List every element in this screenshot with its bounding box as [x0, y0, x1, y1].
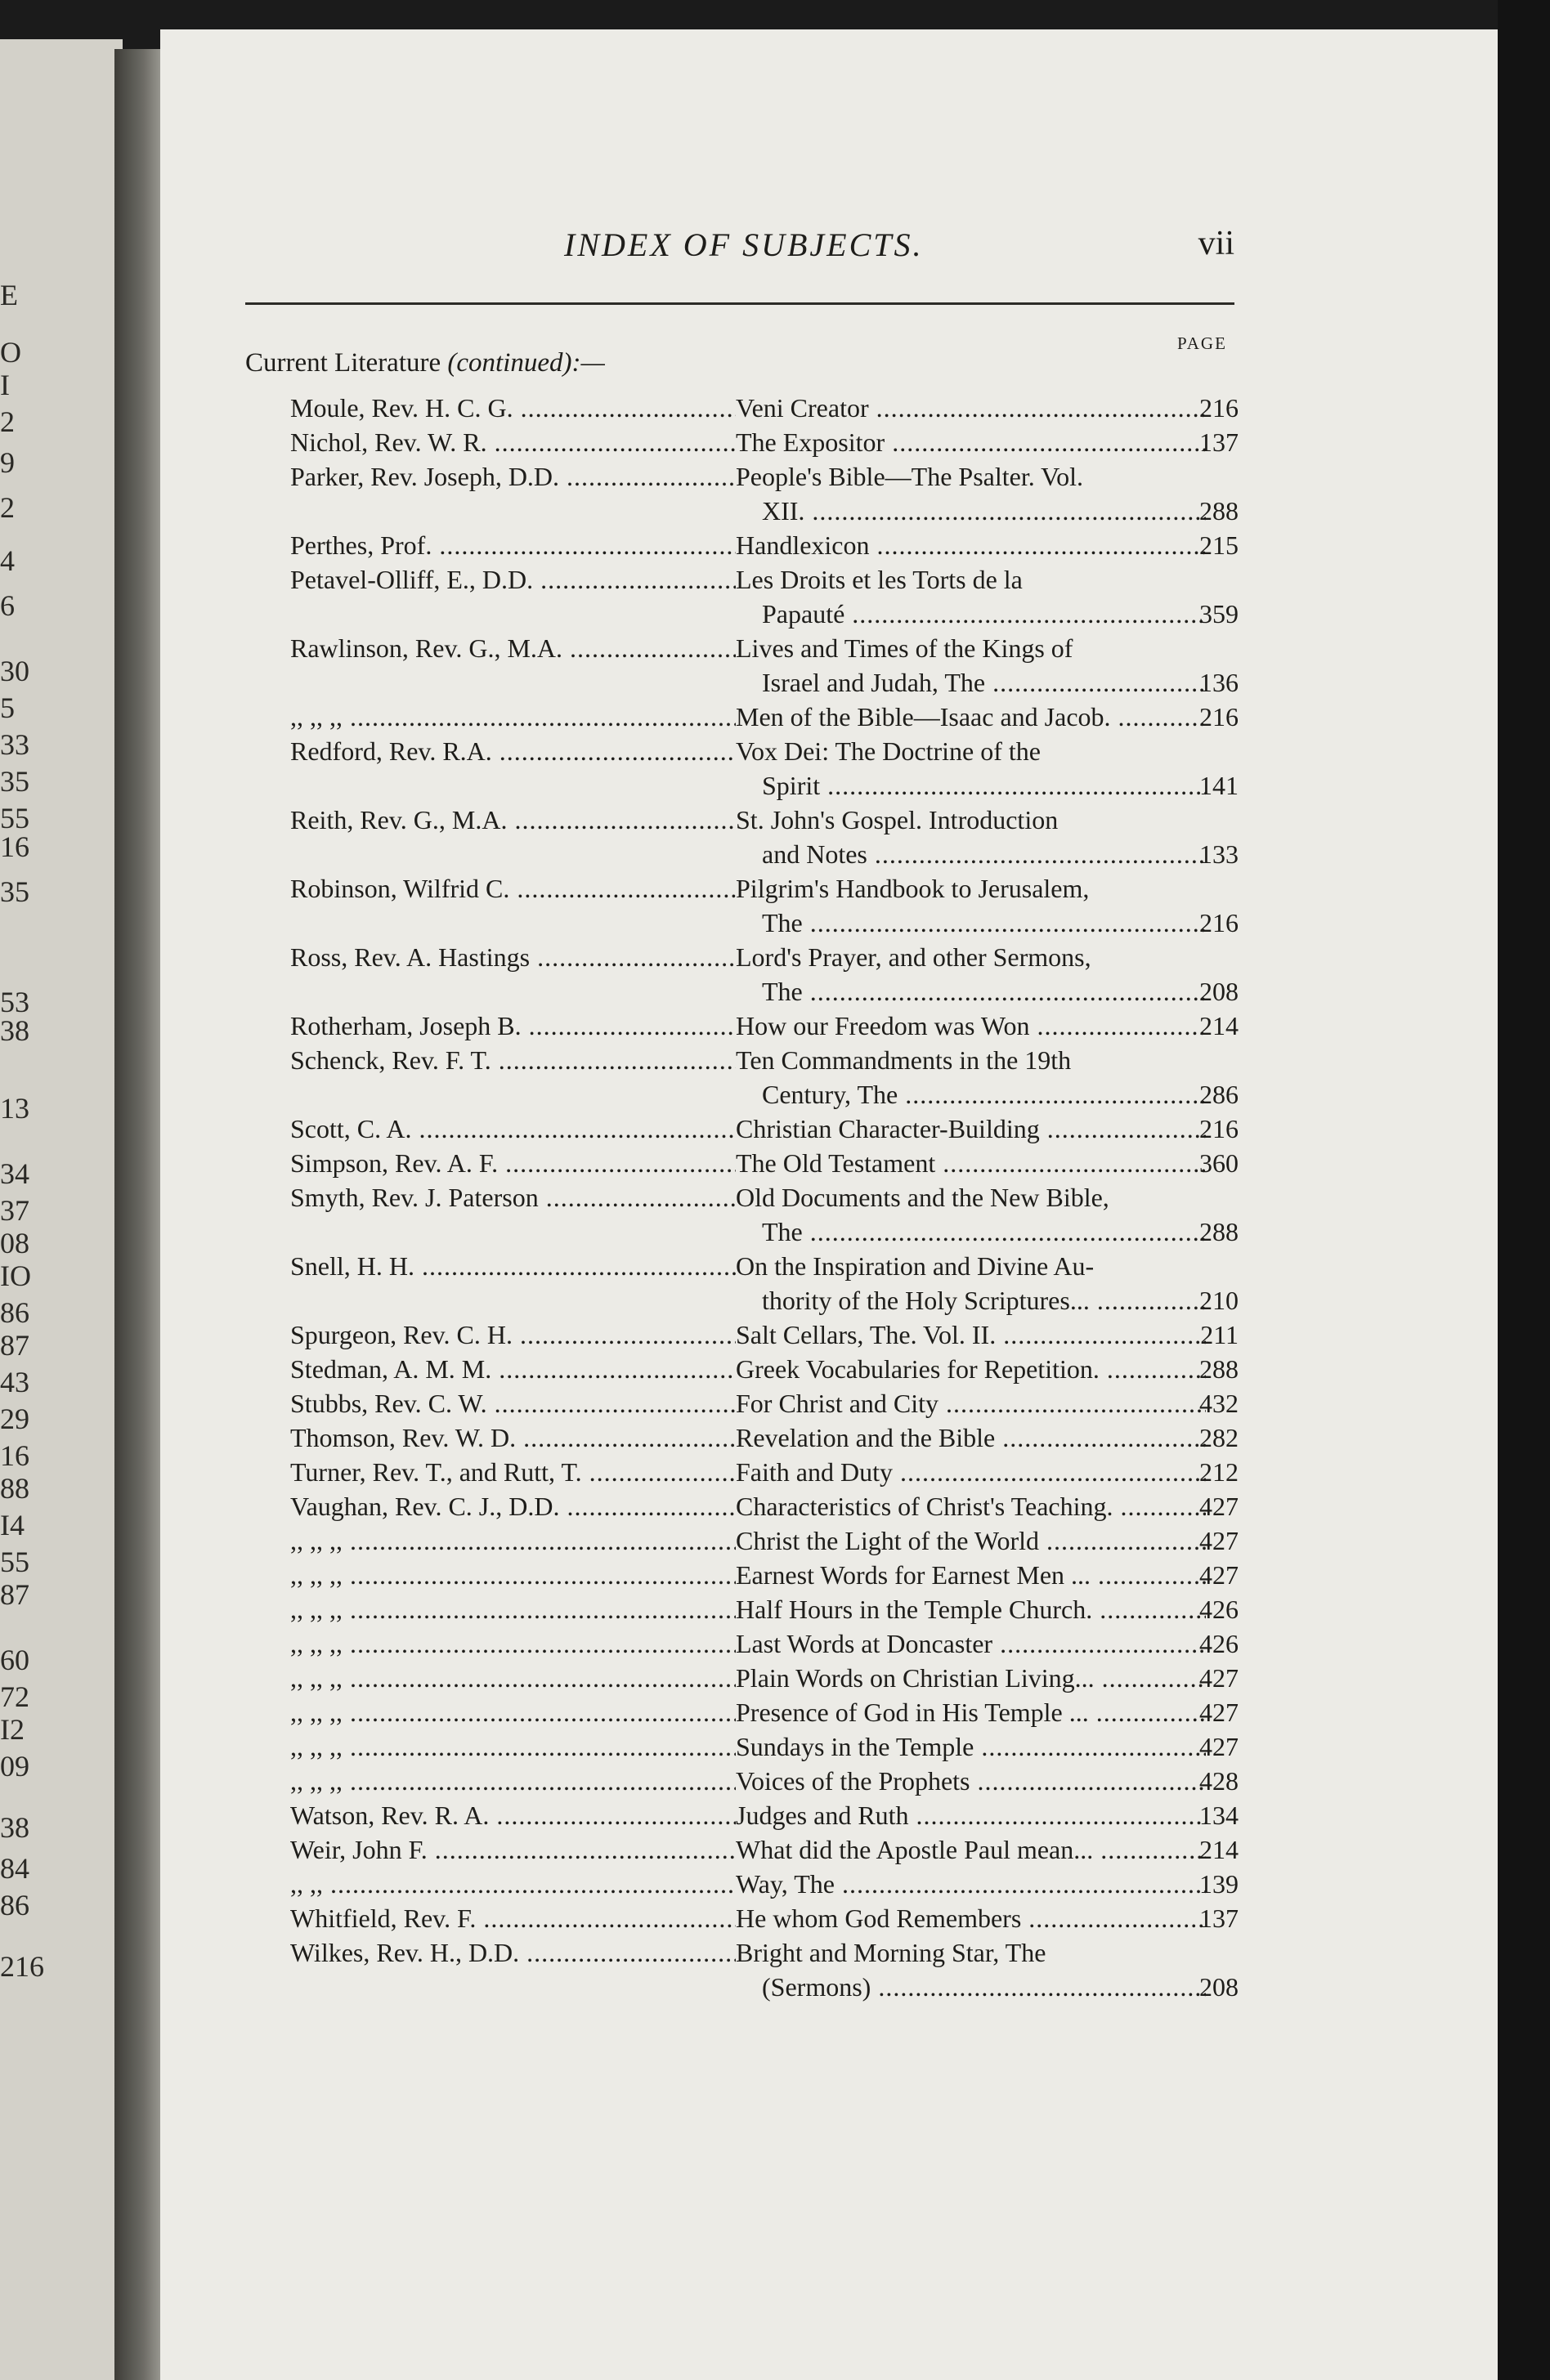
entry-line — [290, 1420, 1239, 1455]
entry-line — [290, 1043, 1239, 1077]
entry-page-number: 208 — [1199, 1972, 1239, 2002]
section-qualifier: (continued):— — [447, 348, 605, 378]
entry-line — [290, 1180, 1239, 1215]
facing-page-number-fragment: 43 — [0, 1366, 29, 1398]
facing-page-number-fragment: 55 — [0, 1546, 29, 1578]
entry-line — [290, 1352, 1239, 1386]
entry-line — [290, 1249, 1239, 1283]
entry-author: ,, ,, ..... — [290, 1867, 736, 1901]
entry-author: Robinson, Wilfrid C. ..... — [290, 871, 736, 906]
facing-page-number-fragment: 5 — [0, 691, 15, 724]
index-entry — [290, 562, 1239, 631]
entry-title: Way, The ..... — [736, 1867, 1206, 1901]
book-gutter — [114, 49, 162, 2380]
entry-page-number: 427 — [1199, 1492, 1239, 1521]
index-entry — [290, 1695, 1239, 1729]
entry-title: and Notes ..... — [762, 837, 1206, 871]
entry-title: Judges and Ruth ..... — [736, 1798, 1206, 1832]
entry-page-number: 141 — [1199, 771, 1239, 800]
entry-line — [290, 1112, 1239, 1146]
index-entry — [290, 1455, 1239, 1489]
index-entry — [290, 425, 1239, 459]
entry-line — [290, 665, 1239, 700]
entry-author: Moule, Rev. H. C. G. ..... — [290, 391, 736, 425]
entry-author: ,, ,, ,, ..... — [290, 1626, 736, 1661]
entry-author: Ross, Rev. A. Hastings ..... — [290, 940, 736, 974]
entry-line — [290, 494, 1239, 528]
entry-title: Century, The ..... — [762, 1077, 1206, 1112]
facing-page-number-fragment: 55 — [0, 802, 29, 834]
entry-title: The ..... — [762, 906, 1206, 940]
entry-page-number: 137 — [1199, 427, 1239, 457]
facing-page-number-fragment: 29 — [0, 1402, 29, 1435]
entry-author: ,, ,, ,, ..... — [290, 1764, 736, 1798]
facing-page-number-fragment: IO — [0, 1259, 31, 1292]
entry-title: XII. ..... — [762, 494, 1206, 528]
entry-line — [290, 974, 1239, 1009]
entry-line — [290, 1867, 1239, 1901]
entry-title: For Christ and City ..... — [736, 1386, 1206, 1420]
facing-page-number-fragment: 38 — [0, 1014, 29, 1047]
page-number: vii — [1198, 225, 1234, 262]
entry-title: Christian Character-Building ..... — [736, 1112, 1206, 1146]
index-entry — [290, 1489, 1239, 1523]
entry-line — [290, 459, 1239, 494]
entry-line — [290, 768, 1239, 803]
entry-line — [290, 803, 1239, 837]
entry-page-number: 137 — [1199, 1904, 1239, 1933]
index-entry — [290, 1798, 1239, 1832]
index-entry — [290, 1729, 1239, 1764]
entry-title: The Old Testament ..... — [736, 1146, 1206, 1180]
entry-title: Lives and Times of the Kings of — [736, 633, 1073, 663]
entry-author: Simpson, Rev. A. F. ..... — [290, 1146, 736, 1180]
entry-line — [290, 1626, 1239, 1661]
entry-title: He whom God Remembers ..... — [736, 1901, 1206, 1935]
entry-title: Characteristics of Christ's Teaching. ..... — [736, 1489, 1206, 1523]
entry-author: ,, ,, ,, ..... — [290, 700, 736, 734]
entry-page-number: 216 — [1199, 393, 1239, 423]
facing-page-number-fragment: 35 — [0, 875, 29, 908]
facing-page-number-fragment: 34 — [0, 1157, 29, 1190]
page-edge-shadow — [1498, 0, 1550, 2380]
facing-page-number-fragment: 16 — [0, 830, 29, 863]
index-entry — [290, 1249, 1239, 1318]
entry-author: Perthes, Prof. ..... — [290, 528, 736, 562]
entry-line — [290, 1935, 1239, 1970]
facing-page-number-fragment: E — [0, 279, 18, 311]
index-entry — [290, 1420, 1239, 1455]
entry-title: Papauté ..... — [762, 597, 1206, 631]
index-entries — [290, 391, 1239, 2004]
entry-page-number: 432 — [1199, 1389, 1239, 1418]
entry-line — [290, 871, 1239, 906]
facing-page-number-fragment: O — [0, 336, 21, 369]
entry-line — [290, 562, 1239, 597]
index-entry — [290, 803, 1239, 871]
entry-page-number: 214 — [1199, 1835, 1239, 1864]
entry-line — [290, 1077, 1239, 1112]
entry-title: The ..... — [762, 1215, 1206, 1249]
entry-title: Ten Commandments in the 19th — [736, 1045, 1072, 1075]
entry-title: Vox Dei: The Doctrine of the — [736, 736, 1041, 766]
index-entry — [290, 528, 1239, 562]
section-title-text: Current Literature — [245, 348, 441, 378]
facing-page-number-fragment: 2 — [0, 491, 15, 524]
entry-title: Bright and Morning Star, The — [736, 1938, 1046, 1967]
entry-author: Reith, Rev. G., M.A. ..... — [290, 803, 736, 837]
entry-line — [290, 837, 1239, 871]
entry-line — [290, 1009, 1239, 1043]
section-title — [245, 348, 605, 378]
index-entry — [290, 1146, 1239, 1180]
facing-page-number-fragment: 4 — [0, 544, 15, 577]
entry-page-number: 288 — [1199, 1354, 1239, 1384]
entry-line — [290, 1592, 1239, 1626]
entry-page-number: 428 — [1199, 1766, 1239, 1796]
entry-title: Last Words at Doncaster ..... — [736, 1626, 1206, 1661]
entry-author: Parker, Rev. Joseph, D.D. ..... — [290, 459, 736, 494]
facing-page-edge — [0, 39, 123, 2380]
running-title: INDEX OF SUBJECTS. — [564, 226, 924, 263]
facing-page-number-fragment: 38 — [0, 1811, 29, 1844]
entry-line — [290, 1386, 1239, 1420]
entry-line — [290, 1798, 1239, 1832]
entry-author: Rotherham, Joseph B. ..... — [290, 1009, 736, 1043]
entry-author: Snell, H. H. ..... — [290, 1249, 736, 1283]
entry-line — [290, 528, 1239, 562]
entry-line — [290, 1146, 1239, 1180]
entry-title: Veni Creator ..... — [736, 391, 1206, 425]
entry-title: (Sermons) ..... — [762, 1970, 1206, 2004]
facing-page-number-fragment: 216 — [0, 1950, 44, 1983]
entry-page-number: 427 — [1199, 1698, 1239, 1727]
facing-page-number-fragment: 30 — [0, 655, 29, 687]
entry-author: Stedman, A. M. M. ..... — [290, 1352, 736, 1386]
page-column-label: PAGE — [1177, 333, 1227, 353]
entry-line — [290, 1695, 1239, 1729]
entry-title: Salt Cellars, The. Vol. II. ..... — [736, 1318, 1206, 1352]
entry-line — [290, 734, 1239, 768]
facing-page-number-fragment: I4 — [0, 1509, 25, 1541]
entry-author: ,, ,, ,, ..... — [290, 1558, 736, 1592]
entry-page-number: 286 — [1199, 1080, 1239, 1109]
entry-title: Israel and Judah, The ..... — [762, 665, 1206, 700]
entry-line — [290, 1318, 1239, 1352]
entry-title: How our Freedom was Won ..... — [736, 1009, 1206, 1043]
entry-line — [290, 940, 1239, 974]
index-entry — [290, 631, 1239, 700]
entry-title: Les Droits et les Torts de la — [736, 565, 1023, 594]
facing-page-number-fragment: 60 — [0, 1644, 29, 1676]
facing-page-number-fragment: 9 — [0, 446, 15, 479]
entry-page-number: 216 — [1199, 908, 1239, 937]
facing-page-number-fragment: 08 — [0, 1227, 29, 1259]
entry-title: Pilgrim's Handbook to Jerusalem, — [736, 874, 1090, 903]
entry-page-number: 211 — [1200, 1320, 1239, 1349]
facing-page-number-fragment: I2 — [0, 1713, 25, 1746]
facing-page-number-fragment: 87 — [0, 1578, 29, 1611]
entry-line — [290, 1661, 1239, 1695]
index-entry — [290, 1626, 1239, 1661]
entry-title: People's Bible—The Psalter. Vol. — [736, 462, 1084, 491]
entry-page-number: 134 — [1199, 1801, 1239, 1830]
facing-page-number-fragment: 2 — [0, 405, 15, 438]
index-entry — [290, 1043, 1239, 1112]
entry-author: ,, ,, ,, ..... — [290, 1729, 736, 1764]
index-entry — [290, 700, 1239, 734]
facing-page-number-fragment: 6 — [0, 589, 15, 622]
index-entry — [290, 1318, 1239, 1352]
index-entry — [290, 871, 1239, 940]
entry-title: Voices of the Prophets ..... — [736, 1764, 1206, 1798]
index-entry — [290, 1009, 1239, 1043]
entry-author: Watson, Rev. R. A. ..... — [290, 1798, 736, 1832]
facing-page-number-fragment: 13 — [0, 1092, 29, 1125]
entry-title: Earnest Words for Earnest Men ... ..... — [736, 1558, 1206, 1592]
entry-line — [290, 700, 1239, 734]
entry-page-number: 210 — [1199, 1286, 1239, 1315]
entry-line — [290, 597, 1239, 631]
entry-page-number: 216 — [1199, 1114, 1239, 1143]
entry-line — [290, 1832, 1239, 1867]
entry-author: ,, ,, ,, ..... — [290, 1695, 736, 1729]
index-entry — [290, 1386, 1239, 1420]
header-rule — [245, 302, 1234, 305]
entry-title: Greek Vocabularies for Repetition. ..... — [736, 1352, 1206, 1386]
index-entry — [290, 391, 1239, 425]
facing-page-number-fragment: I — [0, 369, 10, 401]
entry-page-number: 212 — [1199, 1457, 1239, 1487]
entry-page-number: 216 — [1199, 702, 1239, 731]
entry-title: Half Hours in the Temple Church. ..... — [736, 1592, 1206, 1626]
entry-title: Spirit ..... — [762, 768, 1206, 803]
entry-page-number: 426 — [1199, 1629, 1239, 1658]
entry-title: Old Documents and the New Bible, — [736, 1183, 1109, 1212]
entry-line — [290, 1489, 1239, 1523]
entry-title: Christ the Light of the World ..... — [736, 1523, 1206, 1558]
entry-title: Lord's Prayer, and other Sermons, — [736, 942, 1091, 972]
entry-line — [290, 1970, 1239, 2004]
entry-author: Schenck, Rev. F. T. ..... — [290, 1043, 736, 1077]
entry-title: Presence of God in His Temple ... ..... — [736, 1695, 1206, 1729]
entry-page-number: 215 — [1199, 530, 1239, 560]
entry-author: Rawlinson, Rev. G., M.A. ..... — [290, 631, 736, 665]
entry-author: Scott, C. A. ..... — [290, 1112, 736, 1146]
facing-page-number-fragment: 53 — [0, 986, 29, 1018]
entry-line — [290, 1901, 1239, 1935]
entry-title: Faith and Duty ..... — [736, 1455, 1206, 1489]
entry-author: Redford, Rev. R.A. ..... — [290, 734, 736, 768]
entry-title: Sundays in the Temple ..... — [736, 1729, 1206, 1764]
entry-page-number: 139 — [1199, 1869, 1239, 1899]
facing-page-number-fragment: 37 — [0, 1194, 29, 1227]
facing-page-number-fragment: 87 — [0, 1329, 29, 1362]
entry-author: Weir, John F. ..... — [290, 1832, 736, 1867]
entry-title: Revelation and the Bible ..... — [736, 1420, 1206, 1455]
entry-title: On the Inspiration and Divine Au- — [736, 1251, 1095, 1281]
entry-author: Petavel-Olliff, E., D.D. ..... — [290, 562, 736, 597]
entry-page-number: 133 — [1199, 839, 1239, 869]
entry-page-number: 360 — [1199, 1148, 1239, 1178]
entry-line — [290, 391, 1239, 425]
facing-page-number-fragment: 16 — [0, 1439, 29, 1472]
entry-author: Stubbs, Rev. C. W. ..... — [290, 1386, 736, 1420]
index-entry — [290, 734, 1239, 803]
entry-title: St. John's Gospel. Introduction — [736, 805, 1059, 834]
entry-author: Smyth, Rev. J. Paterson ..... — [290, 1180, 736, 1215]
entry-author: ,, ,, ,, ..... — [290, 1523, 736, 1558]
entry-title: Handlexicon ..... — [736, 528, 1206, 562]
entry-author: Turner, Rev. T., and Rutt, T. ..... — [290, 1455, 736, 1489]
index-entry — [290, 1352, 1239, 1386]
entry-page-number: 427 — [1199, 1732, 1239, 1761]
entry-line — [290, 425, 1239, 459]
entry-title: thority of the Holy Scriptures... ..... — [762, 1283, 1206, 1318]
index-entry — [290, 1661, 1239, 1695]
entry-author: Vaughan, Rev. C. J., D.D. ..... — [290, 1489, 736, 1523]
entry-line — [290, 1558, 1239, 1592]
entry-author: Whitfield, Rev. F. ..... — [290, 1901, 736, 1935]
entry-title: What did the Apostle Paul mean... ..... — [736, 1832, 1206, 1867]
entry-page-number: 427 — [1199, 1560, 1239, 1590]
entry-author: Wilkes, Rev. H., D.D. ..... — [290, 1935, 736, 1970]
entry-line — [290, 1729, 1239, 1764]
entry-page-number: 427 — [1199, 1526, 1239, 1555]
entry-page-number: 359 — [1199, 599, 1239, 629]
entry-line — [290, 1523, 1239, 1558]
index-entry — [290, 940, 1239, 1009]
entry-title: The ..... — [762, 974, 1206, 1009]
entry-page-number: 288 — [1199, 496, 1239, 526]
entry-author: ,, ,, ,, ..... — [290, 1592, 736, 1626]
facing-page-number-fragment: 84 — [0, 1852, 29, 1885]
index-entry — [290, 1935, 1239, 2004]
entry-line — [290, 906, 1239, 940]
index-entry — [290, 1180, 1239, 1249]
facing-page-number-fragment: 86 — [0, 1296, 29, 1329]
entry-page-number: 427 — [1199, 1663, 1239, 1693]
entry-page-number: 288 — [1199, 1217, 1239, 1246]
entry-author: Spurgeon, Rev. C. H. ..... — [290, 1318, 736, 1352]
index-entry — [290, 1764, 1239, 1798]
index-entry — [290, 1523, 1239, 1558]
entry-line — [290, 1215, 1239, 1249]
index-entry — [290, 1832, 1239, 1867]
index-entry — [290, 1901, 1239, 1935]
index-entry — [290, 1592, 1239, 1626]
entry-line — [290, 1764, 1239, 1798]
facing-page-number-fragment: 09 — [0, 1750, 29, 1783]
index-entry — [290, 1867, 1239, 1901]
facing-page-number-fragment: 88 — [0, 1472, 29, 1505]
entry-author: ,, ,, ,, ..... — [290, 1661, 736, 1695]
entry-title: The Expositor ..... — [736, 425, 1206, 459]
facing-page-number-fragment: 72 — [0, 1680, 29, 1713]
index-entry — [290, 1112, 1239, 1146]
entry-line — [290, 631, 1239, 665]
entry-title: Plain Words on Christian Living... ..... — [736, 1661, 1206, 1695]
entry-page-number: 136 — [1199, 668, 1239, 697]
entry-page-number: 208 — [1199, 977, 1239, 1006]
entry-author: Nichol, Rev. W. R. ..... — [290, 425, 736, 459]
entry-title: Men of the Bible—Isaac and Jacob. ..... — [736, 700, 1206, 734]
entry-line — [290, 1283, 1239, 1318]
entry-page-number: 214 — [1199, 1011, 1239, 1040]
entry-line — [290, 1455, 1239, 1489]
entry-author: Thomson, Rev. W. D. ..... — [290, 1420, 736, 1455]
index-entry — [290, 459, 1239, 528]
facing-page-number-fragment: 33 — [0, 728, 29, 761]
facing-page-number-fragment: 86 — [0, 1889, 29, 1921]
running-header — [245, 219, 1234, 268]
entry-page-number: 426 — [1199, 1595, 1239, 1624]
entry-page-number: 282 — [1199, 1423, 1239, 1452]
index-entry — [290, 1558, 1239, 1592]
facing-page-number-fragment: 35 — [0, 765, 29, 798]
